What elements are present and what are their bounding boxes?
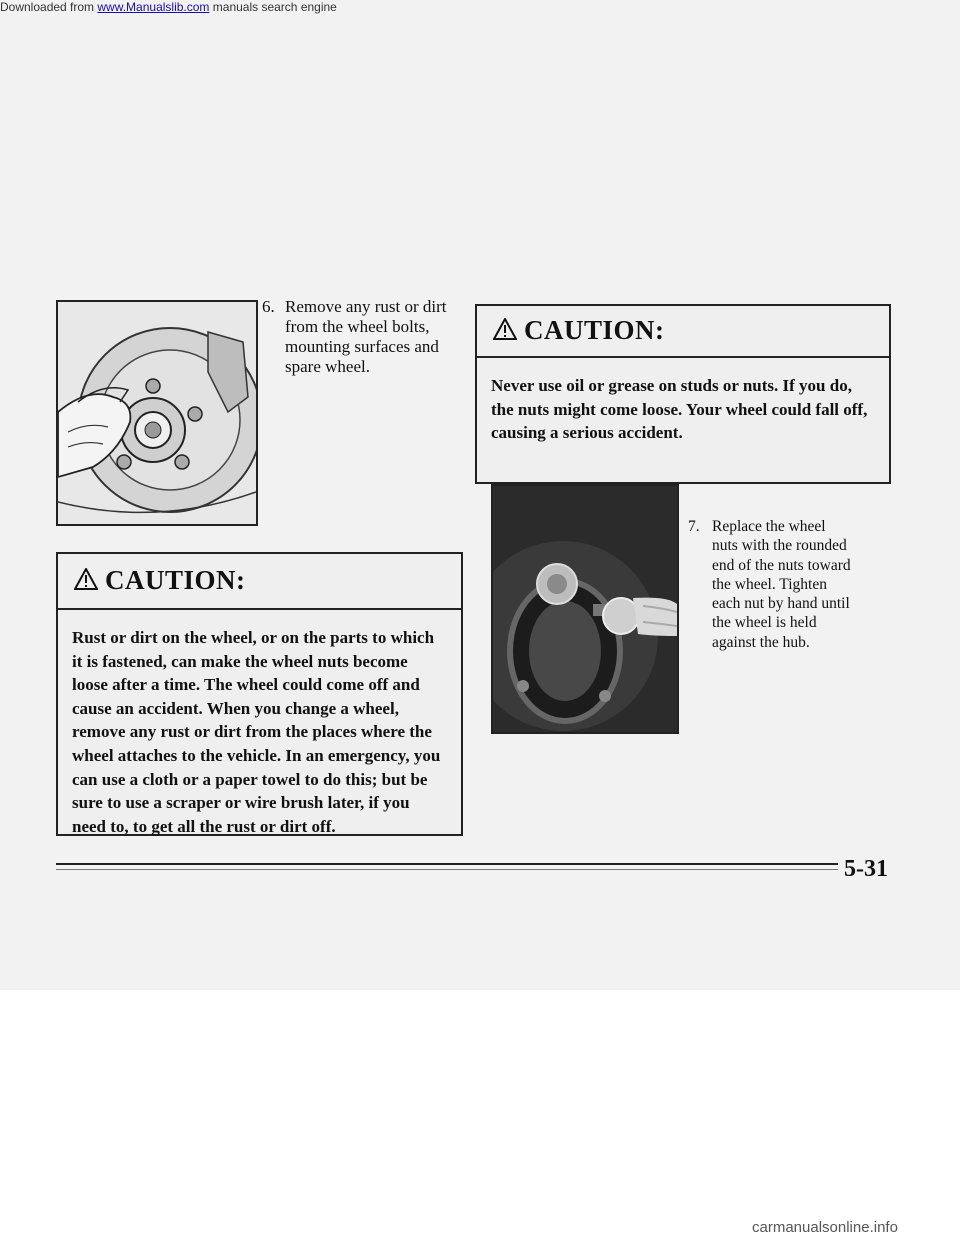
footer-rule [56,863,886,865]
page-number: 5-31 [838,856,890,883]
caution-box-rust-dirt [56,552,463,836]
warning-triangle-icon [74,568,98,590]
caution-header [58,554,461,610]
lug-nut-drawing [493,486,677,732]
caution-label: CAUTION: [524,315,665,345]
header-prefix: Downloaded from [0,0,98,14]
manualslib-link[interactable]: www.Manualslib.com [97,0,210,14]
wheel-hub-illustration [56,300,258,526]
wheel-hub-drawing [58,302,256,524]
caution-label: CAUTION: [105,565,246,595]
header-suffix: manuals search engine [209,0,337,14]
step-6-number: 6. [262,297,275,316]
caution-header [477,306,889,358]
caution-body: Rust or dirt on the wheel, or on the parts to which it is fastened, can make the wheel nuts become loose after a time. The wheel could come off and cause an accident. When you change a wheel, remove any rust or dirt from the places where the wheel attaches to the vehicle. In an emergency, you can use a cloth or a paper towel to do this; but be sure to use a scraper or wire brush later, if you need to, to get all the rust or dirt off. [72,628,441,836]
step-7-text: Replace the wheel nuts with the rounded end of the nuts toward the wheel. Tighten each nut by hand until the wheel is held against the hub. [712,518,851,651]
step-6-text: Remove any rust or dirt from the wheel bolts, mounting surfaces and spare wheel. [285,297,447,376]
footer-rule-thin [56,869,886,870]
lug-nut-photo [491,484,679,734]
page-bottom-margin [0,990,960,1242]
step-7-number: 7. [688,518,700,535]
caution-box-oil-grease [475,304,891,484]
download-header [0,0,337,14]
caution-body: Never use oil or grease on studs or nuts. If you do, the nuts might come loose. Your wheel could fall off, causing a serious accident. [491,376,868,443]
warning-triangle-icon [493,318,517,340]
watermark: carmanualsonline.info [752,1219,898,1236]
